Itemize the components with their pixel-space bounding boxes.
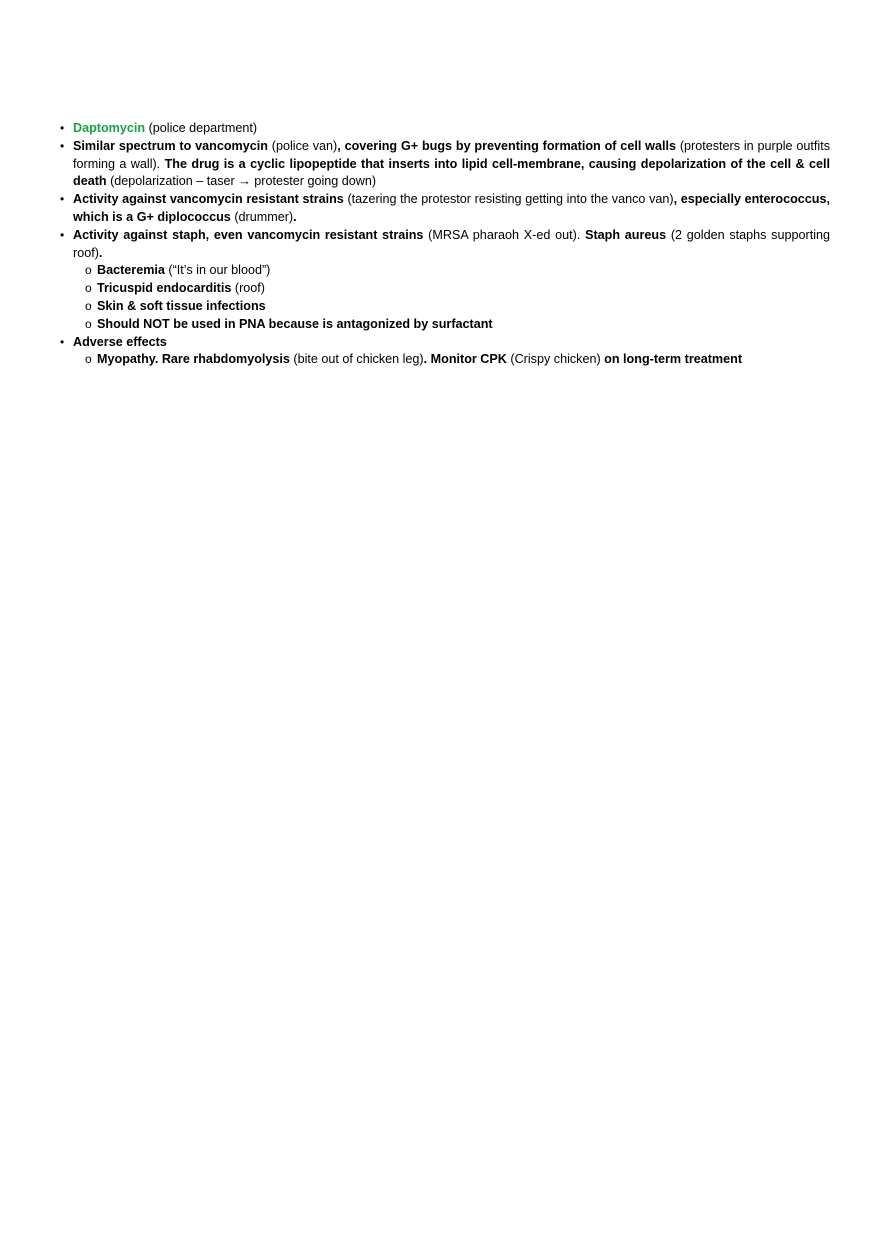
list-item-staph-activity (60, 227, 830, 334)
sub-bullet-list (73, 351, 830, 369)
mnemonic-text: (roof) (231, 281, 265, 296)
key-fact: on long-term treatment (604, 352, 743, 367)
key-fact: . Monitor CPK (423, 352, 507, 367)
key-fact: The drug is a cyclic lipopeptide that inserts into lipid cell-membrane, causing depolarization of the cell & cell death (73, 156, 831, 189)
sub-item-myopathy (85, 351, 830, 369)
mnemonic-text: (Crispy chicken) (506, 352, 605, 367)
list-item-vre-activity (60, 191, 830, 227)
sub-item-skin-infections (85, 298, 830, 316)
key-fact: Similar spectrum to vancomycin (73, 138, 268, 153)
mnemonic-text: (police department) (145, 121, 258, 135)
mnemonic-text: (tazering the protestor resisting getting into the vanco van) (343, 192, 674, 207)
sub-item-endocarditis (85, 280, 830, 298)
sub-bullet-icon: o (85, 316, 92, 331)
list-item-spectrum (60, 138, 830, 191)
mnemonic-text: (protesters in purple outfits forming a wall). (73, 138, 830, 171)
mnemonic-text: (MRSA pharaoh X-ed out). (423, 227, 586, 242)
key-fact: , covering G+ bugs by preventing formation of cell walls (337, 138, 676, 153)
key-fact: Bacteremia (97, 263, 165, 278)
bullet-icon: • (60, 121, 65, 135)
key-fact: . (293, 209, 297, 224)
key-fact: Activity against staph, even vancomycin resistant strains (73, 227, 424, 242)
key-fact: . (98, 245, 103, 260)
bullet-icon: • (60, 192, 65, 207)
sub-bullet-list (73, 262, 830, 333)
bullet-icon: • (60, 138, 65, 153)
list-item-daptomycin (60, 120, 830, 138)
sub-bullet-icon: o (85, 281, 92, 296)
bullet-icon: • (60, 334, 65, 349)
key-fact: Staph aureus (585, 227, 667, 242)
mnemonic-text: (bite out of chicken leg) (289, 352, 424, 367)
sub-bullet-icon: o (85, 352, 92, 367)
key-fact: Tricuspid endocarditis (97, 281, 232, 296)
key-fact: Myopathy. Rare rhabdomyolysis (97, 352, 290, 367)
section-heading: Adverse effects (73, 334, 167, 349)
mnemonic-text: (depolarization – taser → protester going down) (106, 174, 377, 189)
key-fact: Should NOT be used in PNA because is antagonized by surfactant (97, 316, 493, 331)
document-page (60, 120, 830, 369)
sub-item-bacteremia (85, 262, 830, 280)
list-item-adverse-effects (60, 334, 830, 370)
key-fact: Activity against vancomycin resistant strains (73, 192, 344, 207)
key-fact: , especially enterococcus, which is a G+ diplococcus (73, 192, 830, 224)
bullet-icon: • (60, 227, 65, 242)
key-fact: Skin & soft tissue infections (97, 298, 266, 313)
mnemonic-text: (police van) (267, 138, 338, 153)
mnemonic-text: (2 golden staphs supporting roof) (73, 227, 830, 260)
drug-name: Daptomycin (73, 121, 146, 135)
sub-bullet-icon: o (85, 298, 92, 313)
sub-bullet-icon: o (85, 263, 92, 278)
sub-item-pna-warning (85, 316, 830, 334)
mnemonic-text: (“It’s in our blood”) (164, 263, 271, 278)
mnemonic-text: (drummer) (230, 209, 294, 224)
main-bullet-list (60, 120, 830, 369)
